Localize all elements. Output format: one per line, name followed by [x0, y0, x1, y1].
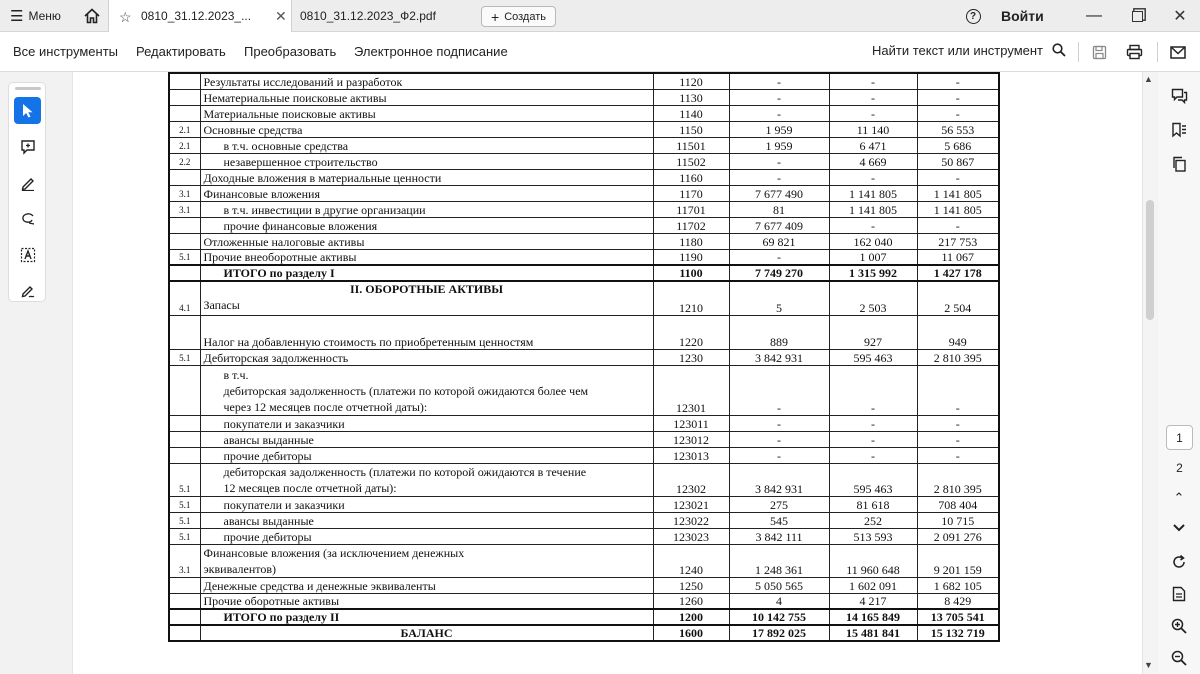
value-2023-cell: 1 248 361 — [729, 544, 829, 577]
convert-menu[interactable]: Преобразовать — [244, 44, 337, 59]
row-code-cell: 1190 — [653, 249, 729, 265]
row-note-cell: 5.1 — [169, 496, 200, 512]
row-code-cell: 1100 — [653, 265, 729, 281]
page-thumb-1[interactable]: 1 — [1166, 425, 1193, 450]
value-2022-cell: 14 165 849 — [829, 609, 917, 625]
value-2023-cell: - — [729, 365, 829, 415]
value-2021-cell: 217 753 — [917, 233, 999, 249]
table-row — [169, 431, 999, 447]
zoom-in-icon — [1171, 618, 1187, 634]
value-2021-cell: - — [917, 431, 999, 447]
comments-icon — [1171, 88, 1188, 104]
value-2023-cell: 1 959 — [729, 137, 829, 153]
row-note-cell — [169, 217, 200, 233]
scroll-down-icon[interactable]: ▼ — [1144, 660, 1153, 670]
row-note-cell — [169, 593, 200, 609]
row-label-cell: незавершенное строительство — [200, 153, 653, 169]
row-note-cell — [169, 431, 200, 447]
table-row — [169, 153, 999, 169]
value-2022-cell: - — [829, 447, 917, 463]
value-2022-cell: 1 602 091 — [829, 577, 917, 593]
row-label-cell: ИТОГО по разделу II — [200, 609, 653, 625]
value-2021-cell: - — [917, 447, 999, 463]
menu-label: Меню — [28, 9, 61, 23]
row-label-cell: БАЛАНС — [200, 625, 653, 641]
row-label: Запасы — [203, 298, 240, 312]
row-note-cell — [169, 415, 200, 431]
document-viewport[interactable] — [72, 72, 1143, 674]
row-code-cell: 1260 — [653, 593, 729, 609]
table-row — [169, 463, 999, 496]
row-note-cell — [169, 447, 200, 463]
table-row — [169, 496, 999, 512]
value-2021-cell: 1 141 805 — [917, 201, 999, 217]
value-2021-cell: 15 132 719 — [917, 625, 999, 641]
row-label-cell — [200, 463, 653, 496]
table-row — [169, 544, 999, 577]
value-2021-cell: 56 553 — [917, 121, 999, 137]
save-button[interactable] — [1090, 43, 1108, 61]
row-code-cell: 11701 — [653, 201, 729, 217]
row-note-cell — [169, 365, 200, 415]
search-icon — [1052, 43, 1066, 57]
chevron-down-icon — [1173, 524, 1185, 532]
save-icon — [1092, 45, 1107, 60]
row-label-cell: прочие дебиторы — [200, 528, 653, 544]
row-label-cell: Основные средства — [200, 121, 653, 137]
value-2022-cell: 81 618 — [829, 496, 917, 512]
toolbar-divider — [1078, 42, 1079, 62]
row-code-cell: 1210 — [653, 281, 729, 315]
value-2023-cell: 7 677 409 — [729, 217, 829, 233]
value-2023-cell: 4 — [729, 593, 829, 609]
refresh-icon — [1171, 554, 1187, 570]
home-icon — [83, 7, 101, 25]
value-2021-cell: 2 810 395 — [917, 463, 999, 496]
freehand-icon — [20, 211, 36, 227]
row-label-cell — [200, 544, 653, 577]
copy-pages-icon — [1171, 156, 1187, 172]
zoom-out-button[interactable] — [1169, 648, 1189, 668]
value-2022-cell: - — [829, 431, 917, 447]
value-2021-cell: 949 — [917, 315, 999, 349]
row-note-cell — [169, 233, 200, 249]
value-2022-cell: 162 040 — [829, 233, 917, 249]
value-2021-cell: - — [917, 169, 999, 185]
select-tool-button[interactable] — [14, 97, 41, 124]
rail-grip[interactable] — [15, 87, 41, 90]
row-code-cell: 1180 — [653, 233, 729, 249]
value-2022-cell: - — [829, 89, 917, 105]
row-code-cell: 12302 — [653, 463, 729, 496]
value-2021-cell: 10 715 — [917, 512, 999, 528]
title-bar — [0, 0, 1200, 32]
table-row — [169, 528, 999, 544]
row-code-cell: 123012 — [653, 431, 729, 447]
row-label-cell: Доходные вложения в материальные ценности — [200, 169, 653, 185]
value-2021-cell: 13 705 541 — [917, 609, 999, 625]
value-2022-cell: 513 593 — [829, 528, 917, 544]
row-label-line: в т.ч. — [223, 367, 249, 382]
close-tab-icon[interactable]: ✕ — [275, 8, 287, 24]
value-2021-cell: 1 427 178 — [917, 265, 999, 281]
hamburger-icon: ☰ — [10, 7, 24, 25]
row-label-cell: ИТОГО по разделу I — [200, 265, 653, 281]
row-note-cell: 2.1 — [169, 121, 200, 137]
value-2021-cell: - — [917, 73, 999, 89]
maximize-button[interactable] — [1128, 0, 1146, 32]
value-2021-cell: 708 404 — [917, 496, 999, 512]
row-label-cell: в т.ч. основные средства — [200, 137, 653, 153]
close-icon: ✕ — [1173, 8, 1187, 25]
table-row — [169, 121, 999, 137]
value-2022-cell: 4 217 — [829, 593, 917, 609]
row-code-cell: 1250 — [653, 577, 729, 593]
value-2021-cell: 9 201 159 — [917, 544, 999, 577]
print-button[interactable] — [1125, 43, 1143, 61]
row-note-cell — [169, 577, 200, 593]
row-label-cell — [200, 281, 653, 315]
row-code-cell: 1220 — [653, 315, 729, 349]
value-2021-cell: 50 867 — [917, 153, 999, 169]
row-note-cell: 2.2 — [169, 153, 200, 169]
table-row — [169, 73, 999, 89]
row-label-cell: Дебиторская задолженность — [200, 349, 653, 365]
value-2022-cell: 1 315 992 — [829, 265, 917, 281]
row-label-cell: Отложенные налоговые активы — [200, 233, 653, 249]
balance-sheet-table — [168, 72, 1000, 642]
page-up-button[interactable] — [1169, 488, 1189, 508]
login-button[interactable]: Войти — [1001, 8, 1044, 24]
table-row — [169, 265, 999, 281]
value-2021-cell: - — [917, 89, 999, 105]
main-toolbar — [0, 32, 1200, 72]
row-note-cell — [169, 169, 200, 185]
scroll-thumb[interactable] — [1146, 200, 1154, 320]
row-label-line: Финансовые вложения (за исключением денежных — [203, 545, 465, 560]
zoom-in-button[interactable] — [1169, 616, 1189, 636]
value-2023-cell: - — [729, 169, 829, 185]
comments-panel-button[interactable] — [1169, 86, 1189, 106]
draw-tool-button[interactable] — [14, 205, 41, 232]
row-label-cell: Финансовые вложения — [200, 185, 653, 201]
value-2021-cell: - — [917, 415, 999, 431]
table-row — [169, 169, 999, 185]
value-2023-cell: 5 — [729, 281, 829, 315]
value-2021-cell: 11 067 — [917, 249, 999, 265]
row-note-cell: 3.1 — [169, 544, 200, 577]
table-row — [169, 315, 999, 349]
row-code-cell: 123022 — [653, 512, 729, 528]
row-code-cell: 1160 — [653, 169, 729, 185]
value-2021-cell: - — [917, 365, 999, 415]
row-note-cell: 5.1 — [169, 249, 200, 265]
pdf-page — [168, 72, 1000, 642]
pages-panel-button[interactable] — [1169, 154, 1189, 174]
table-row — [169, 349, 999, 365]
row-note-cell: 5.1 — [169, 528, 200, 544]
edit-menu[interactable]: Редактировать — [136, 44, 226, 59]
row-code-cell: 123021 — [653, 496, 729, 512]
row-code-cell: 11501 — [653, 137, 729, 153]
zoom-out-icon — [1171, 650, 1187, 666]
row-label-cell: Материальные поисковые активы — [200, 105, 653, 121]
refresh-button[interactable] — [1169, 552, 1189, 572]
cursor-icon — [22, 103, 34, 118]
help-button[interactable] — [965, 0, 981, 32]
value-2023-cell: - — [729, 431, 829, 447]
scroll-up-icon[interactable]: ▲ — [1144, 74, 1153, 84]
row-label-line: дебиторская задолженность (платежи по которой ожидаются более чем — [223, 383, 589, 398]
value-2021-cell: 8 429 — [917, 593, 999, 609]
row-code-cell: 1230 — [653, 349, 729, 365]
help-icon: ? — [966, 9, 981, 24]
value-2021-cell: 2 810 395 — [917, 349, 999, 365]
row-code-cell: 1120 — [653, 73, 729, 89]
row-note-cell: 2.1 — [169, 137, 200, 153]
value-2021-cell: 2 091 276 — [917, 528, 999, 544]
table-row — [169, 577, 999, 593]
value-2023-cell: - — [729, 89, 829, 105]
row-label-cell — [200, 365, 653, 415]
value-2022-cell: - — [829, 169, 917, 185]
pen-icon — [20, 175, 36, 191]
table-row — [169, 201, 999, 217]
table-row — [169, 609, 999, 625]
email-button[interactable] — [1169, 43, 1187, 61]
comment-add-icon — [20, 139, 36, 155]
row-code-cell: 123013 — [653, 447, 729, 463]
chevron-up-icon: ⌃ — [1173, 490, 1185, 505]
value-2023-cell: 69 821 — [729, 233, 829, 249]
value-2023-cell: - — [729, 105, 829, 121]
value-2022-cell: 1 007 — [829, 249, 917, 265]
table-row — [169, 185, 999, 201]
row-note-cell — [169, 265, 200, 281]
section-title: II. ОБОРОТНЫЕ АКТИВЫ — [349, 282, 504, 296]
value-2022-cell: - — [829, 365, 917, 415]
row-label-cell: Налог на добавленную стоимость по приобретенным ценностям — [200, 315, 653, 349]
row-note-cell — [169, 105, 200, 121]
value-2022-cell: 11 960 648 — [829, 544, 917, 577]
star-icon[interactable]: ☆ — [119, 9, 132, 25]
value-2021-cell: - — [917, 217, 999, 233]
row-note-cell: 4.1 — [169, 281, 200, 315]
value-2023-cell: 3 842 111 — [729, 528, 829, 544]
row-note-cell: 5.1 — [169, 512, 200, 528]
row-code-cell: 1140 — [653, 105, 729, 121]
page-down-button[interactable] — [1169, 518, 1189, 538]
document-icon — [1172, 586, 1186, 602]
value-2023-cell: 17 892 025 — [729, 625, 829, 641]
mail-icon — [1170, 46, 1186, 59]
home-button[interactable] — [80, 0, 104, 32]
row-code-cell: 1240 — [653, 544, 729, 577]
add-comment-button[interactable] — [14, 133, 41, 160]
row-note-cell: 5.1 — [169, 463, 200, 496]
bookmark-list-icon — [1171, 122, 1187, 138]
value-2021-cell: - — [917, 105, 999, 121]
row-note-cell — [169, 73, 200, 89]
row-note-cell — [169, 625, 200, 641]
row-note-cell — [169, 315, 200, 349]
value-2022-cell: 595 463 — [829, 349, 917, 365]
table-row — [169, 137, 999, 153]
table-row — [169, 447, 999, 463]
right-side-rail — [1158, 72, 1200, 674]
value-2022-cell: 15 481 841 — [829, 625, 917, 641]
minimize-button[interactable] — [1085, 0, 1103, 32]
row-note-cell — [169, 609, 200, 625]
toolbar-divider — [1157, 42, 1158, 62]
value-2023-cell: 5 050 565 — [729, 577, 829, 593]
tab-active-label: 0810_31.12.2023_... — [141, 9, 252, 23]
table-row — [169, 365, 999, 415]
value-2022-cell: - — [829, 105, 917, 121]
row-code-cell: 1170 — [653, 185, 729, 201]
value-2022-cell: 1 141 805 — [829, 201, 917, 217]
row-label-cell: Прочие оборотные активы — [200, 593, 653, 609]
row-label-cell: в т.ч. инвестиции в другие организации — [200, 201, 653, 217]
row-label-line: 12 месяцев после отчетной даты): — [223, 480, 397, 495]
find-label: Найти текст или инструмент — [872, 43, 1043, 58]
row-code-cell: 12301 — [653, 365, 729, 415]
value-2021-cell: 2 504 — [917, 281, 999, 315]
row-code-cell: 123023 — [653, 528, 729, 544]
row-label-cell: Результаты исследований и разработок — [200, 73, 653, 89]
row-code-cell: 11502 — [653, 153, 729, 169]
row-label-cell: покупатели и заказчики — [200, 415, 653, 431]
table-row — [169, 249, 999, 265]
bookmarks-panel-button[interactable] — [1169, 120, 1189, 140]
value-2022-cell: 252 — [829, 512, 917, 528]
all-tools-menu[interactable]: Все инструменты — [13, 44, 118, 59]
row-note-cell: 3.1 — [169, 201, 200, 217]
text-recognition-button[interactable] — [14, 241, 41, 268]
esign-menu[interactable]: Электронное подписание — [354, 44, 508, 59]
page-thumb-2[interactable]: 2 — [1176, 460, 1183, 475]
value-2023-cell: 7 749 270 — [729, 265, 829, 281]
value-2023-cell: 7 677 490 — [729, 185, 829, 201]
value-2023-cell: 10 142 755 — [729, 609, 829, 625]
tab-other-label: 0810_31.12.2023_Ф2.pdf — [300, 9, 436, 23]
left-tool-rail — [8, 82, 46, 302]
table-row — [169, 593, 999, 609]
row-code-cell: 123011 — [653, 415, 729, 431]
find-tool-search[interactable] — [872, 43, 1066, 58]
menu-button[interactable] — [10, 0, 70, 32]
tab-document-f2[interactable] — [300, 0, 470, 32]
row-code-cell: 1600 — [653, 625, 729, 641]
row-label-cell: авансы выданные — [200, 431, 653, 447]
row-label-cell: прочие финансовые вложения — [200, 217, 653, 233]
value-2022-cell: 2 503 — [829, 281, 917, 315]
restore-icon — [1132, 11, 1143, 22]
value-2023-cell: 275 — [729, 496, 829, 512]
close-window-button[interactable] — [1171, 0, 1189, 32]
tab-active-document[interactable] — [108, 0, 292, 32]
value-2023-cell: - — [729, 73, 829, 89]
signature-icon — [20, 283, 36, 299]
print-icon — [1126, 44, 1143, 60]
table-row — [169, 233, 999, 249]
text-select-icon — [20, 247, 36, 263]
value-2022-cell: 595 463 — [829, 463, 917, 496]
value-2022-cell: 4 669 — [829, 153, 917, 169]
value-2022-cell: 6 471 — [829, 137, 917, 153]
table-row — [169, 105, 999, 121]
value-2023-cell: 545 — [729, 512, 829, 528]
value-2022-cell: - — [829, 217, 917, 233]
value-2023-cell: 81 — [729, 201, 829, 217]
create-button[interactable] — [481, 6, 556, 27]
table-row — [169, 217, 999, 233]
plus-icon: + — [491, 8, 500, 25]
value-2021-cell: 5 686 — [917, 137, 999, 153]
row-label-cell: покупатели и заказчики — [200, 496, 653, 512]
table-row — [169, 281, 999, 315]
table-row — [169, 415, 999, 431]
value-2023-cell: 889 — [729, 315, 829, 349]
row-label-cell: Прочие внеоборотные активы — [200, 249, 653, 265]
row-code-cell: 1130 — [653, 89, 729, 105]
row-code-cell: 1150 — [653, 121, 729, 137]
value-2022-cell: 11 140 — [829, 121, 917, 137]
value-2023-cell: - — [729, 447, 829, 463]
value-2021-cell: 1 682 105 — [917, 577, 999, 593]
row-label-cell: авансы выданные — [200, 512, 653, 528]
table-row — [169, 625, 999, 641]
value-2023-cell: 3 842 931 — [729, 349, 829, 365]
row-label-line: через 12 месяцев после отчетной даты): — [223, 399, 428, 414]
row-note-cell: 3.1 — [169, 185, 200, 201]
highlight-tool-button[interactable] — [14, 169, 41, 196]
row-label-cell: Денежные средства и денежные эквиваленты — [200, 577, 653, 593]
page-info-button[interactable] — [1169, 584, 1189, 604]
value-2022-cell: - — [829, 415, 917, 431]
value-2023-cell: - — [729, 249, 829, 265]
row-label-cell: прочие дебиторы — [200, 447, 653, 463]
value-2021-cell: 1 141 805 — [917, 185, 999, 201]
row-code-cell: 1200 — [653, 609, 729, 625]
row-label-cell: Нематериальные поисковые активы — [200, 89, 653, 105]
minimize-icon: — — [1086, 7, 1102, 24]
value-2023-cell: 1 959 — [729, 121, 829, 137]
value-2022-cell: 1 141 805 — [829, 185, 917, 201]
value-2023-cell: - — [729, 415, 829, 431]
row-label-line: эквивалентов) — [203, 561, 276, 576]
row-note-cell — [169, 89, 200, 105]
row-note-cell: 5.1 — [169, 349, 200, 365]
vertical-scrollbar[interactable] — [1143, 72, 1157, 674]
row-label-line: дебиторская задолженность (платежи по которой ожидаются в течение — [223, 464, 587, 479]
row-code-cell: 11702 — [653, 217, 729, 233]
table-row — [169, 89, 999, 105]
table-row — [169, 512, 999, 528]
sign-tool-button[interactable] — [14, 277, 41, 304]
value-2023-cell: - — [729, 153, 829, 169]
value-2023-cell: 3 842 931 — [729, 463, 829, 496]
value-2022-cell: - — [829, 73, 917, 89]
value-2022-cell: 927 — [829, 315, 917, 349]
create-label: Создать — [504, 10, 546, 23]
